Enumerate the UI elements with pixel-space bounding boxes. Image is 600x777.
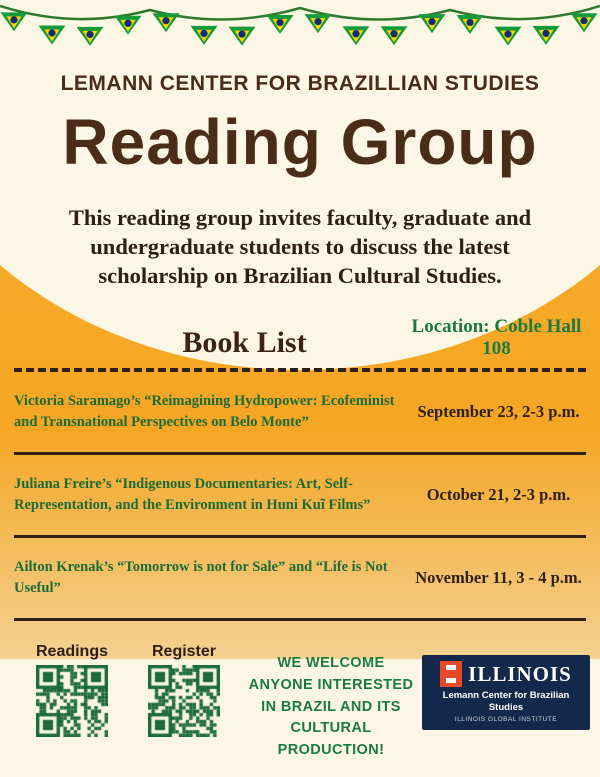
register-qr-label: Register: [151, 643, 217, 660]
readings-qr-block[interactable]: [16, 643, 128, 737]
register-qr-icon[interactable]: [148, 665, 220, 737]
location-text: Location: Coble Hall 108: [411, 316, 582, 360]
poster-intro: This reading group invites faculty, graduate and undergraduate students to discuss the latest scholarship on Brazilian Cultural Studies.: [68, 205, 532, 288]
poster-content: [0, 72, 600, 621]
book-date: September 23, 2-3 p.m.: [417, 402, 580, 422]
poster-footer: [0, 641, 600, 777]
row-divider: [14, 618, 586, 621]
illinois-logo: [422, 655, 590, 730]
booklist-header: [0, 316, 600, 360]
book-title: Juliana Freire’s “Indigenous Documentaries: Art, Self-Representation, and the Environment in Huni Kuĩ Films”: [14, 476, 371, 514]
table-row: [0, 455, 600, 535]
book-title: Victoria Saramago’s “Reimagining Hydropower: Ecofeminist and Transnational Perspectives on Belo Monte”: [14, 393, 395, 431]
page-title: Reading Group: [62, 106, 538, 178]
brazil-flag-bunting: [0, 0, 600, 62]
illinois-wordmark: ILLINOIS: [468, 661, 572, 686]
logo-institute-name: ILLINOIS GLOBAL INSTITUTE: [454, 715, 558, 723]
booklist-label: Book List: [182, 326, 307, 360]
poster-kicker: LEMANN CENTER FOR BRAZILLIAN STUDIES: [60, 72, 540, 95]
book-date: October 21, 2-3 p.m.: [426, 485, 571, 505]
book-date: November 11, 3 - 4 p.m.: [415, 568, 582, 588]
illinois-block-i-icon: [440, 661, 462, 687]
welcome-message: WE WELCOME ANYONE INTERESTED IN BRAZIL AND ITS CULTURAL PRODUCTION!: [248, 655, 414, 758]
table-row: [0, 538, 600, 618]
readings-qr-icon[interactable]: [36, 665, 108, 737]
book-title: Ailton Krenak’s “Tomorrow is not for Sale” and “Life is Not Useful”: [14, 559, 388, 597]
logo-unit-name: Lemann Center for Brazilian Studies: [442, 690, 570, 713]
table-row: [0, 372, 600, 452]
register-qr-block[interactable]: [128, 643, 240, 737]
readings-qr-label: Readings: [35, 643, 108, 660]
